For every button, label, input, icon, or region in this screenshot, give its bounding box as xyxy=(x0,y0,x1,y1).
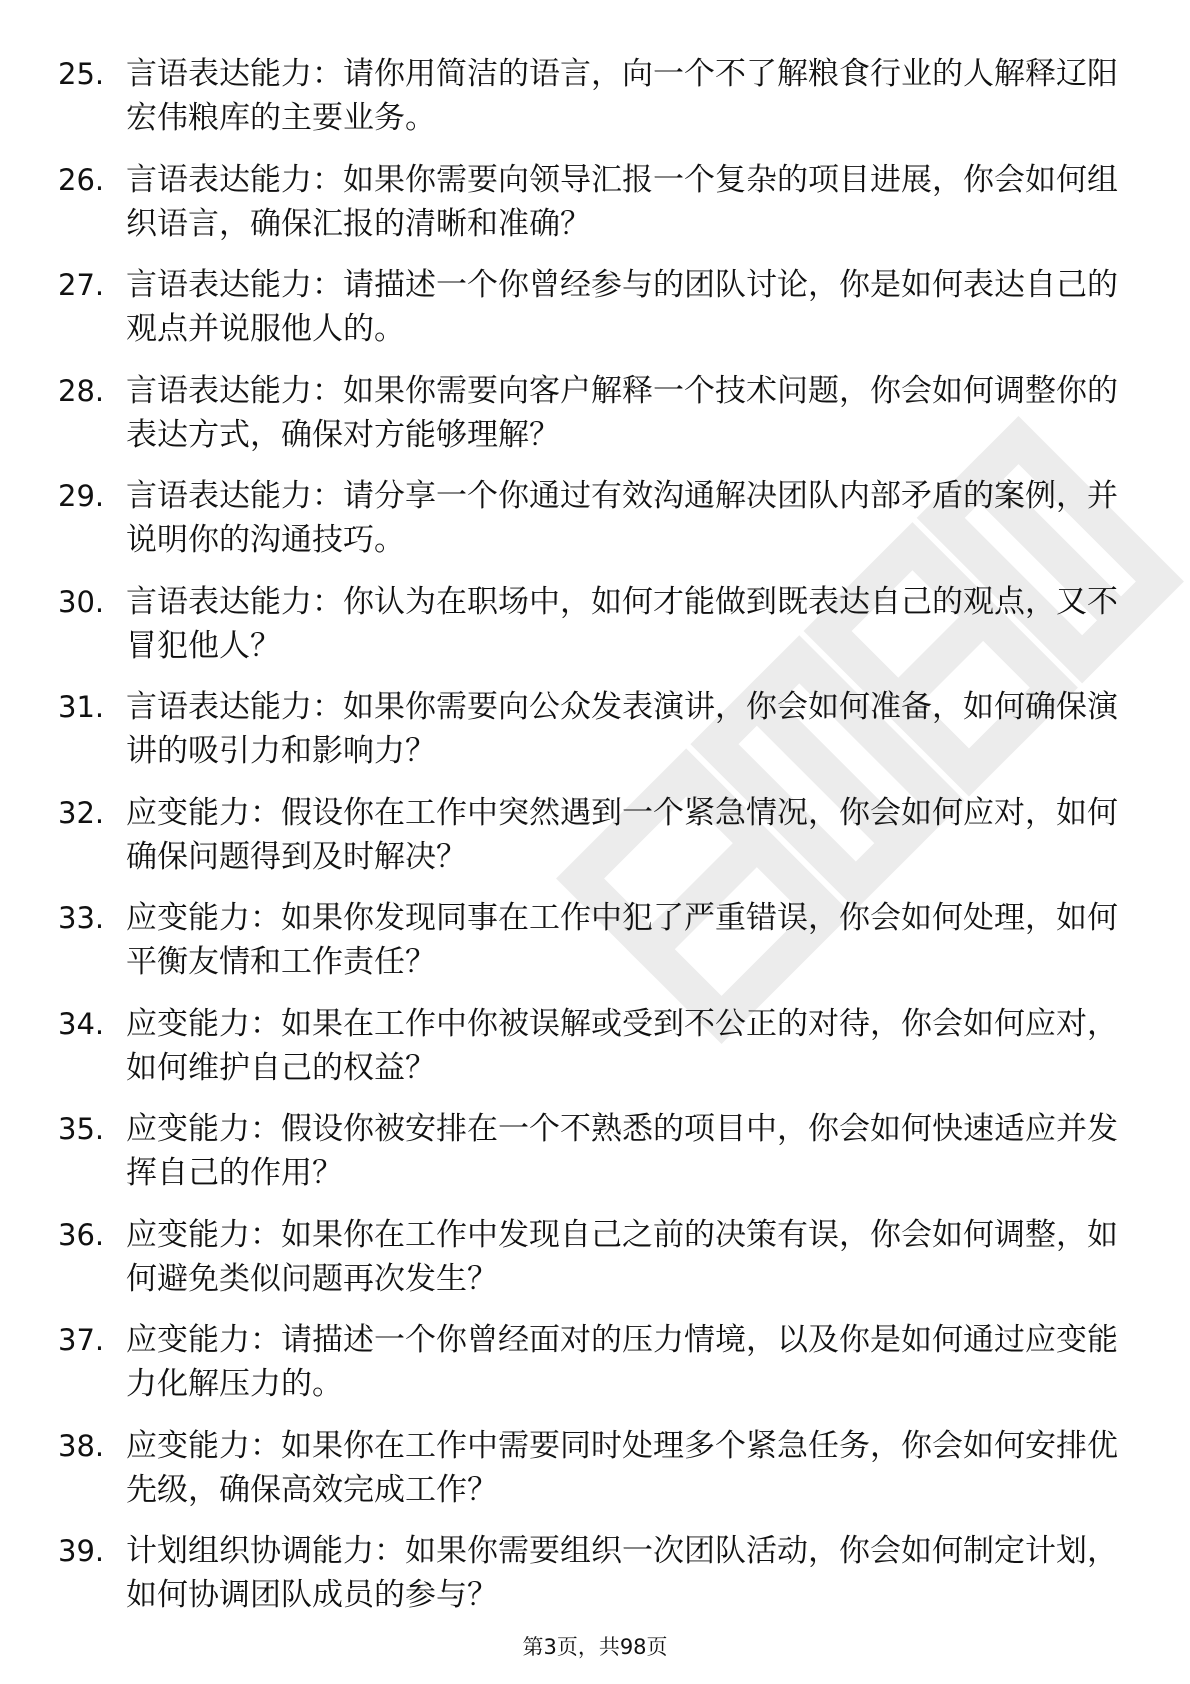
question-item xyxy=(58,1107,1138,1213)
question-number: 31. xyxy=(58,690,105,724)
question-item xyxy=(58,1002,1138,1108)
page-footer: 第3页，共98页 xyxy=(522,1635,668,1659)
question-item xyxy=(58,1213,1138,1319)
question-number: 27. xyxy=(58,268,105,302)
question-item xyxy=(58,474,1138,580)
question-number: 39. xyxy=(58,1534,105,1568)
question-text: 言语表达能力：你认为在职场中，如何才能做到既表达自己的观点，又不冒犯他人？ xyxy=(126,583,1118,664)
question-item xyxy=(58,1318,1138,1424)
question-text: 应变能力：如果你发现同事在工作中犯了严重错误，你会如何处理，如何平衡友情和工作责任？ xyxy=(126,900,1118,980)
question-number: 32. xyxy=(58,795,105,830)
question-item xyxy=(58,791,1138,897)
question-number: 28. xyxy=(58,373,105,408)
question-item xyxy=(58,1424,1138,1530)
question-list xyxy=(58,52,1138,1635)
question-text: 言语表达能力：请你用简洁的语言，向一个不了解粮食行业的人解释辽阳宏伟粮库的主要业务。 xyxy=(126,56,1118,136)
question-number: 37. xyxy=(58,1323,105,1357)
question-text: 应变能力：请描述一个你曾经面对的压力情境，以及你是如何通过应变能力化解压力的。 xyxy=(126,1322,1118,1402)
question-number: 36. xyxy=(58,1217,105,1252)
question-text: 应变能力：假设你被安排在一个不熟悉的项目中，你会如何快速适应并发挥自己的作用？ xyxy=(126,1111,1118,1191)
question-text: 应变能力：如果你在工作中需要同时处理多个紧急任务，你会如何安排优先级，确保高效完成工作？ xyxy=(126,1427,1118,1508)
question-item xyxy=(58,263,1138,369)
question-number: 34. xyxy=(58,1006,105,1041)
question-text: 计划组织协调能力：如果你需要组织一次团队活动，你会如何制定计划，如何协调团队成员的参与？ xyxy=(126,1533,1118,1613)
question-number: 38. xyxy=(58,1428,105,1463)
question-item xyxy=(58,158,1138,264)
question-number: 30. xyxy=(58,584,105,619)
question-text: 言语表达能力：如果你需要向领导汇报一个复杂的项目进展，你会如何组织语言，确保汇报的清晰和准确？ xyxy=(126,161,1118,242)
question-item xyxy=(58,52,1138,158)
question-text: 应变能力：如果在工作中你被误解或受到不公正的对待，你会如何应对，如何维护自己的权益？ xyxy=(126,1005,1118,1086)
question-text: 应变能力：假设你在工作中突然遇到一个紧急情况，你会如何应对，如何确保问题得到及时解决？ xyxy=(126,794,1118,875)
question-item xyxy=(58,580,1138,686)
question-item xyxy=(58,685,1138,791)
question-item xyxy=(58,1529,1138,1635)
question-number: 29. xyxy=(58,479,105,513)
question-number: 33. xyxy=(58,901,105,935)
question-text: 言语表达能力：如果你需要向公众发表演讲，你会如何准备，如何确保演讲的吸引力和影响力？ xyxy=(126,689,1118,769)
question-text: 言语表达能力：如果你需要向客户解释一个技术问题，你会如何调整你的表达方式，确保对方能够理解？ xyxy=(126,372,1118,453)
question-number: 35. xyxy=(58,1112,105,1146)
question-item xyxy=(58,896,1138,1002)
question-number: 25. xyxy=(58,57,105,91)
question-text: 言语表达能力：请描述一个你曾经参与的团队讨论，你是如何表达自己的观点并说服他人的。 xyxy=(126,267,1118,347)
question-item xyxy=(58,369,1138,475)
question-text: 应变能力：如果你在工作中发现自己之前的决策有误，你会如何调整，如何避免类似问题再次发生？ xyxy=(126,1216,1118,1297)
question-number: 26. xyxy=(58,162,105,197)
question-text: 言语表达能力：请分享一个你通过有效沟通解决团队内部矛盾的案例，并说明你的沟通技巧。 xyxy=(126,478,1118,558)
